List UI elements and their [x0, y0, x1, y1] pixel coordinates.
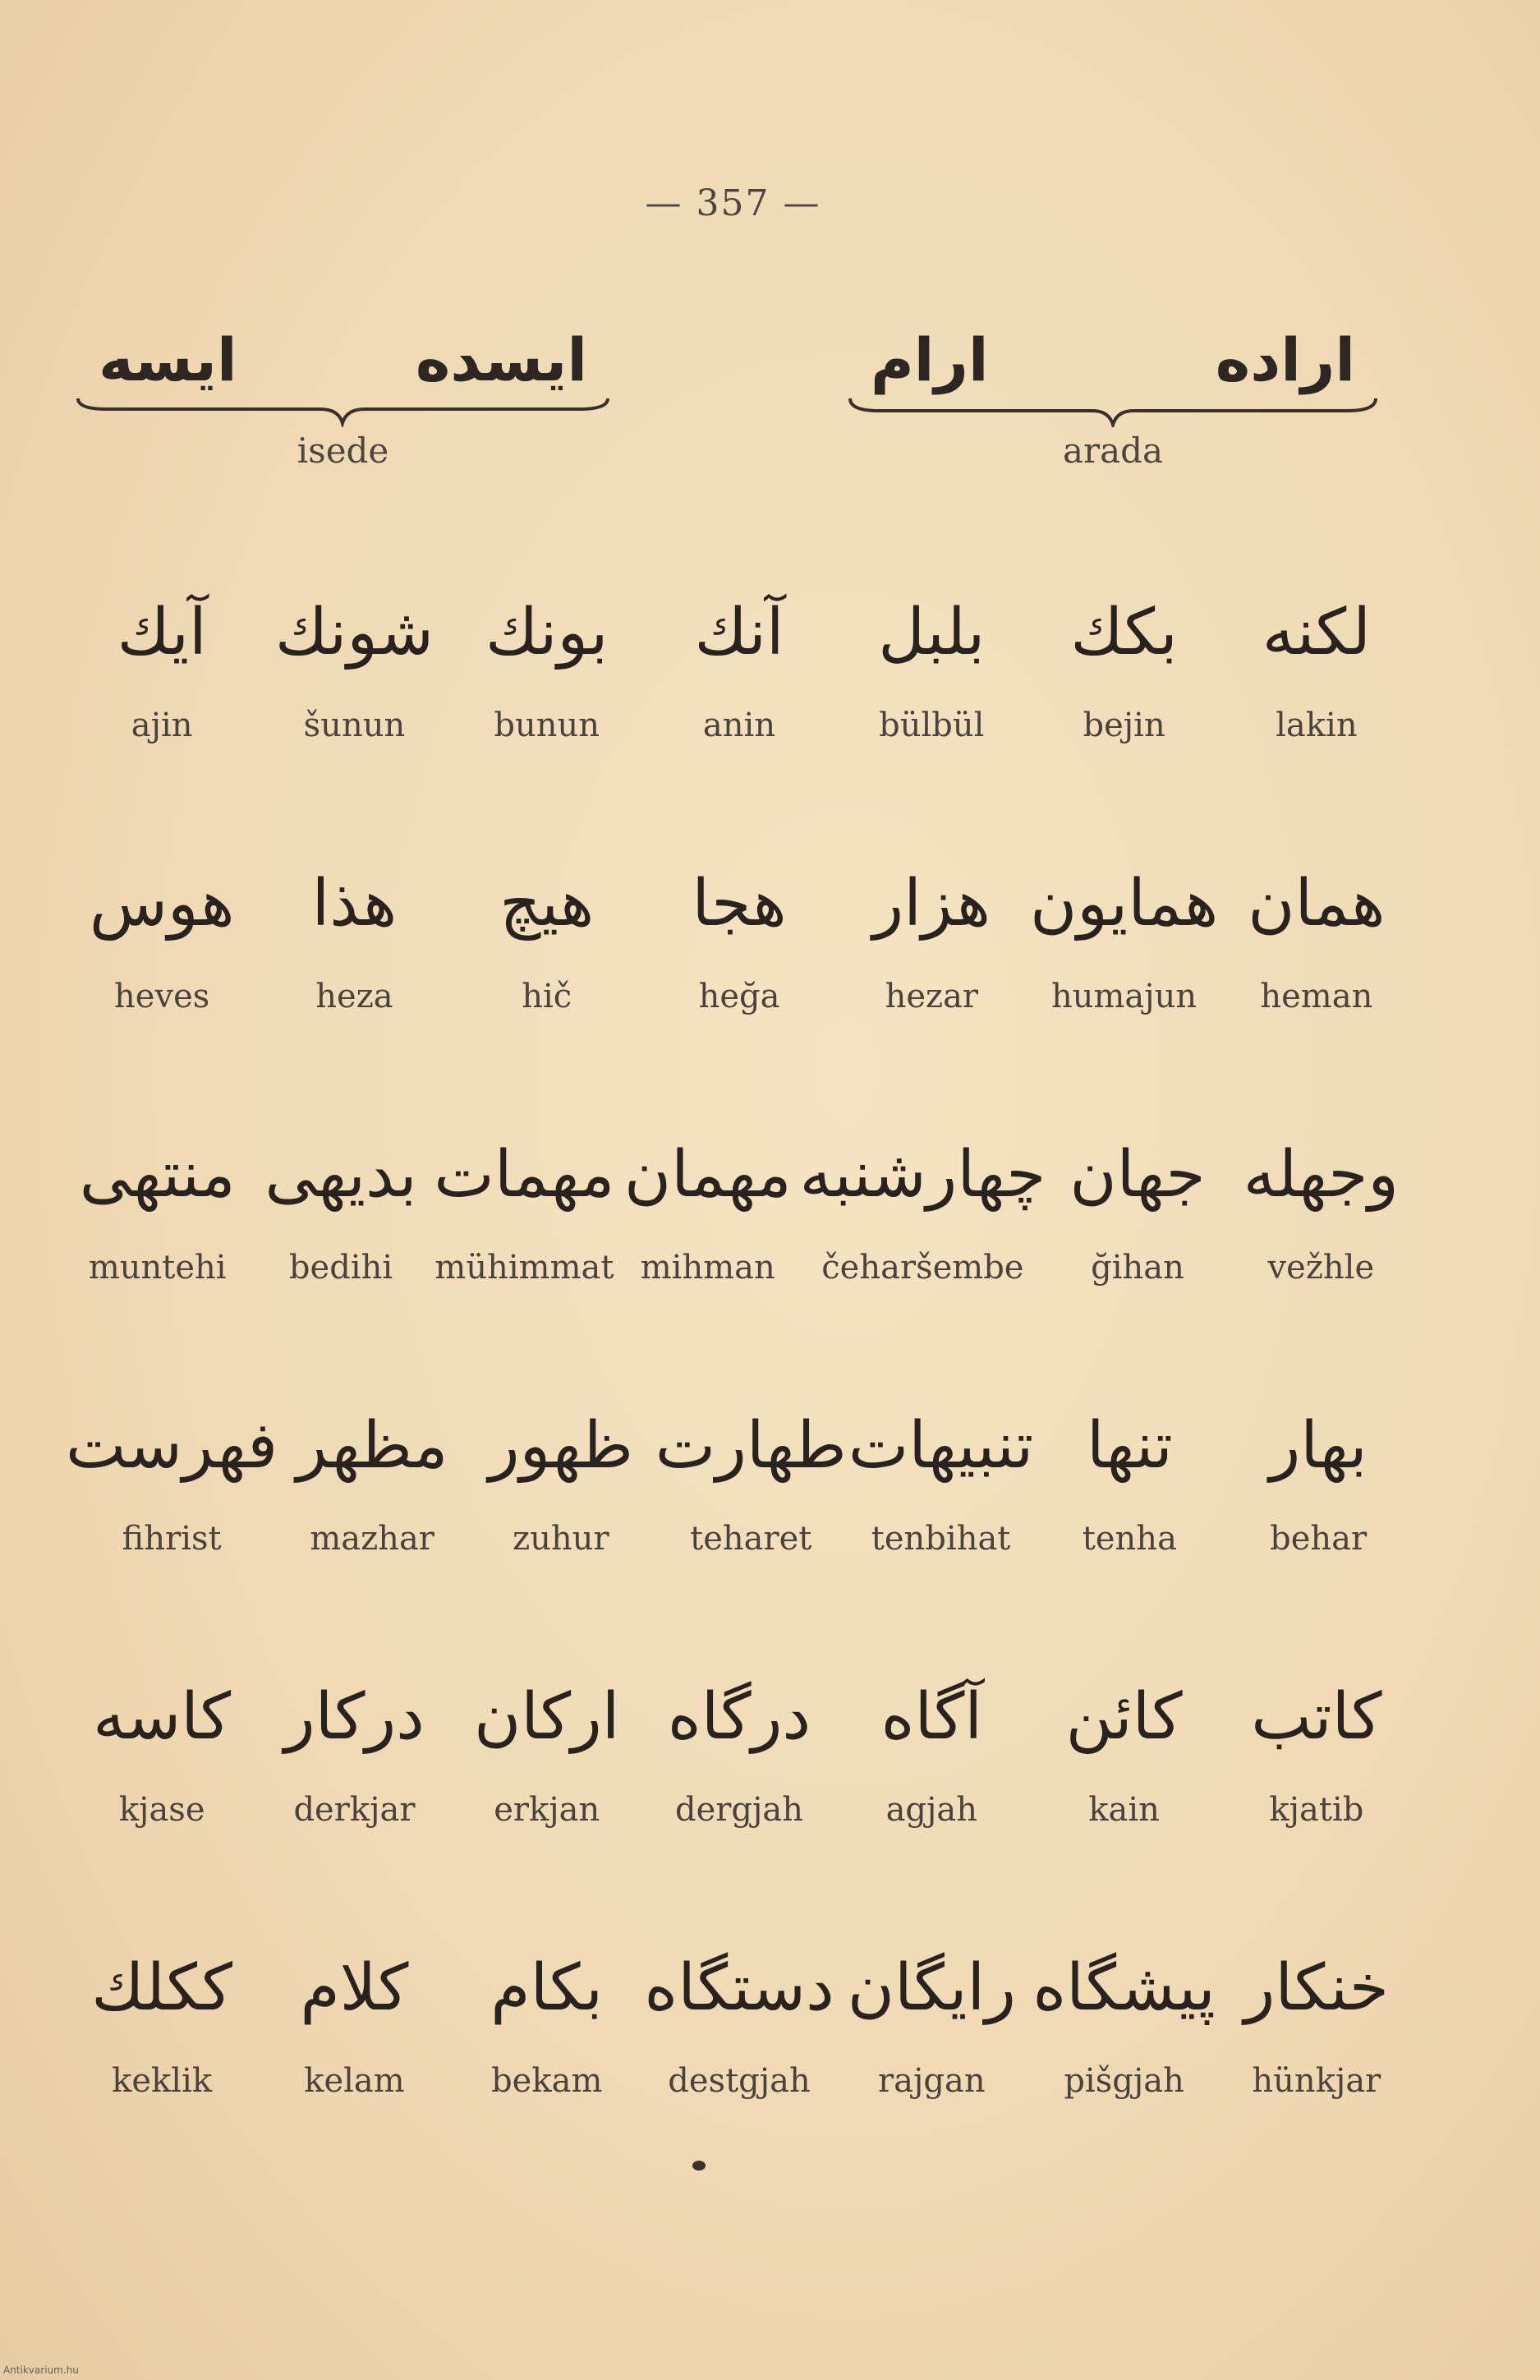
vocabulary-entry [467, 1372, 655, 1643]
curly-brace [74, 394, 612, 427]
vocabulary-entry [258, 1914, 450, 2185]
page-number: — 357 — [645, 182, 821, 224]
transliteration: tenha [1082, 1520, 1177, 1558]
transliteration: kain [1088, 1791, 1160, 1829]
vocabulary-entry [1027, 1643, 1220, 1914]
arabic-word: ظهور [488, 1409, 633, 1483]
vocabulary-entry [278, 1372, 467, 1643]
vocabulary-row [66, 1101, 1413, 1372]
transliteration: anin [702, 707, 776, 744]
vocabulary-entry [643, 1643, 835, 1914]
arabic-word: رایگان [847, 1951, 1016, 2025]
arabic-word: تنبیهات [848, 1409, 1034, 1483]
vocabulary-entry [643, 1914, 835, 2185]
transliteration: kjatib [1269, 1791, 1364, 1829]
arabic-word: فهرست [66, 1409, 278, 1483]
transliteration: bejin [1083, 707, 1165, 744]
vocabulary-entry [451, 1643, 643, 1914]
transliteration: šunun [303, 707, 406, 744]
arabic-word: خنکار [1243, 1951, 1389, 2025]
transliteration: dergjah [675, 1791, 804, 1829]
vocabulary-entry [835, 1914, 1027, 2185]
transliteration: heves [114, 978, 210, 1015]
transliteration: mühimmat [434, 1249, 614, 1287]
arabic-word: مظهر [296, 1409, 448, 1483]
arabic-word: کاتب [1251, 1680, 1382, 1754]
vocabulary-entry [835, 559, 1027, 830]
vocabulary-entry [616, 1101, 799, 1372]
vocabulary-entry [1224, 1372, 1413, 1643]
arabic-word: کلام [300, 1951, 409, 2025]
vocabulary-entry [258, 830, 450, 1101]
transliteration: destgjah [668, 2062, 811, 2100]
vocabulary-entry [1221, 1643, 1413, 1914]
vocabulary-entry [1221, 1914, 1413, 2185]
vocabulary-entry [433, 1101, 616, 1372]
vocabulary-entry [643, 830, 835, 1101]
vocabulary-entry [1221, 830, 1413, 1101]
arabic-word: بلبل [878, 596, 986, 670]
vocabulary-entry [1027, 559, 1220, 830]
arabic-word: آنك [694, 596, 784, 670]
arabic-word: کاسه [93, 1680, 232, 1754]
transliteration: erkjan [494, 1791, 600, 1829]
transliteration: tenbihat [871, 1520, 1011, 1558]
vocabulary-entry [1027, 1914, 1220, 2185]
vocabulary-entry [655, 1372, 847, 1643]
vocabulary-entry [66, 1101, 249, 1372]
vocabulary-entry [643, 559, 835, 830]
arabic-word: تنها [1086, 1409, 1173, 1483]
vocabulary-row [66, 1643, 1413, 1914]
arabic-word: آیك [117, 596, 207, 670]
arabic-word: اراده [1215, 325, 1355, 394]
transliteration: mihman [640, 1249, 775, 1287]
transliteration: heğa [698, 978, 780, 1015]
arabic-word: بکام [490, 1951, 604, 2025]
arabic-word: پیشگاه [1032, 1951, 1216, 2025]
arabic-word: هوس [89, 867, 235, 941]
vocabulary-entry [1230, 1101, 1413, 1372]
heading-label: arada [1062, 430, 1164, 471]
transliteration: čeharšembe [821, 1249, 1024, 1287]
transliteration: vežhle [1267, 1249, 1375, 1287]
vocabulary-entry [1035, 1372, 1224, 1643]
transliteration: heza [315, 978, 393, 1015]
vocabulary-row [66, 559, 1413, 830]
vocabulary-entry [451, 830, 643, 1101]
arabic-word: بهار [1269, 1409, 1368, 1483]
transliteration: bunun [494, 707, 600, 744]
vocabulary-row [66, 1914, 1413, 2185]
arabic-word: ککلك [91, 1951, 233, 2025]
arabic-word: لکنه [1262, 596, 1371, 670]
arabic-word: طهارت [655, 1409, 847, 1483]
transliteration: hič [522, 978, 572, 1015]
arabic-word: بونك [485, 596, 609, 670]
arabic-word: هیچ [499, 867, 595, 941]
vocabulary-entry [1046, 1101, 1229, 1372]
vocabulary-grid [66, 559, 1413, 2185]
transliteration: behar [1270, 1520, 1368, 1558]
transliteration: mazhar [310, 1520, 434, 1558]
curly-brace [846, 394, 1380, 427]
vocabulary-entry [66, 1914, 258, 2185]
vocabulary-entry [66, 1372, 278, 1643]
arabic-word: جهان [1069, 1138, 1206, 1212]
arabic-word: بدیهی [264, 1138, 417, 1212]
vocabulary-entry [66, 830, 258, 1101]
transliteration: derkjar [293, 1791, 416, 1829]
arabic-word: هذا [311, 867, 398, 941]
transliteration: bekam [491, 2062, 603, 2100]
transliteration: pišgjah [1064, 2062, 1184, 2100]
vocabulary-entry [1027, 830, 1220, 1101]
transliteration: teharet [690, 1520, 812, 1558]
vocabulary-entry [1221, 559, 1413, 830]
transliteration: muntehi [88, 1249, 227, 1287]
arabic-word: دستگاه [644, 1951, 834, 2025]
transliteration: ajin [131, 707, 193, 744]
vocabulary-row [66, 830, 1413, 1101]
arabic-word: شونك [274, 596, 434, 670]
vocabulary-entry [835, 1643, 1027, 1914]
bullet-mark [692, 2161, 706, 2171]
transliteration: humajun [1050, 978, 1198, 1015]
transliteration: bedihi [288, 1249, 393, 1287]
watermark: Antikvarium.hu [3, 2364, 79, 2376]
transliteration: ğihan [1091, 1249, 1184, 1287]
vocabulary-entry [66, 559, 258, 830]
arabic-word: هزار [872, 867, 991, 941]
transliteration: keklik [112, 2062, 213, 2100]
arabic-word: منتهی [79, 1138, 236, 1212]
vocabulary-entry [799, 1101, 1046, 1372]
arabic-word: بکك [1070, 596, 1178, 670]
arabic-word: وجهله [1243, 1138, 1400, 1212]
arabic-word: کائن [1065, 1680, 1183, 1754]
arabic-word: درگاه [667, 1680, 811, 1754]
arabic-word: مهمات [434, 1138, 615, 1212]
vocabulary-entry [258, 1643, 450, 1914]
transliteration: fihrist [122, 1520, 222, 1558]
arabic-word: ایسه [99, 325, 237, 394]
vocabulary-entry [451, 559, 643, 830]
transliteration: kelam [304, 2062, 405, 2100]
arabic-word: همایون [1029, 867, 1219, 941]
vocabulary-entry [258, 559, 450, 830]
vocabulary-entry [835, 830, 1027, 1101]
transliteration: hünkjar [1252, 2062, 1381, 2100]
arabic-word: درکار [283, 1680, 425, 1754]
arabic-word: هجا [692, 867, 787, 941]
arabic-word: مهمان [623, 1138, 792, 1212]
transliteration: bülbül [879, 707, 985, 744]
arabic-word: آگاه [880, 1680, 983, 1754]
transliteration: lakin [1276, 707, 1358, 744]
transliteration: agjah [885, 1791, 978, 1829]
transliteration: rajgan [878, 2062, 986, 2100]
vocabulary-entry [66, 1643, 258, 1914]
transliteration: kjase [118, 1791, 205, 1829]
vocabulary-row [66, 1372, 1413, 1643]
vocabulary-entry [249, 1101, 432, 1372]
vocabulary-entry [451, 1914, 643, 2185]
arabic-word: ارکان [473, 1680, 620, 1754]
heading-group-isede [74, 296, 612, 476]
transliteration: zuhur [513, 1520, 609, 1558]
heading-arabic-script [846, 296, 1380, 394]
heading-arabic-script [74, 296, 612, 394]
arabic-word: ایسده [415, 325, 587, 394]
heading-label: isede [297, 430, 389, 471]
arabic-word: ارام [871, 325, 989, 394]
arabic-word: همان [1248, 867, 1386, 941]
transliteration: heman [1260, 978, 1373, 1015]
transliteration: hezar [885, 978, 979, 1015]
arabic-word: چهارشنبه [799, 1138, 1046, 1212]
vocabulary-entry [847, 1372, 1036, 1643]
heading-group-arada [846, 296, 1380, 476]
